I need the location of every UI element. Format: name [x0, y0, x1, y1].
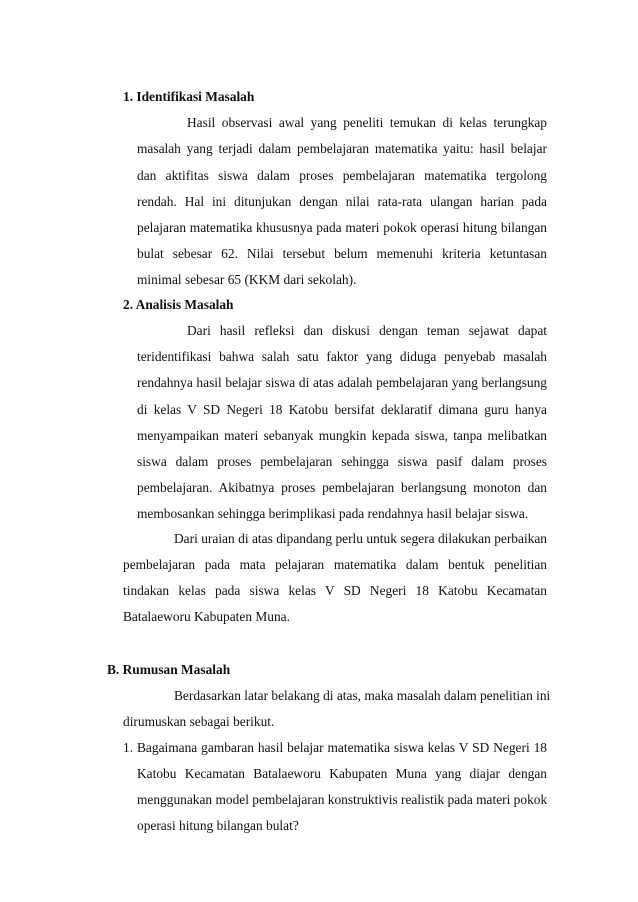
paragraph-line: rendah. Hal ini ditunjukan dengan nilai rata-rata ulangan harian pada	[137, 194, 547, 209]
paragraph-line: Dari hasil refleksi dan diskusi dengan teman sejawat dapat	[187, 323, 547, 338]
list-item-line: Bagaimana gambaran hasil belajar matematika siswa kelas V SD Negeri 18	[137, 740, 547, 755]
paragraph-line: tindakan kelas pada siswa kelas V SD Negeri 18 Katobu Kecamatan	[123, 583, 547, 598]
paragraph-line: pembelajaran pada mata pelajaran matematika dalam bentuk penelitian	[123, 557, 547, 572]
paragraph-line: siswa dalam proses pembelajaran sehingga siswa pasif dalam proses	[137, 454, 547, 469]
paragraph-line: dan aktifitas siswa dalam proses pembelajaran matematika tergolong	[137, 168, 547, 183]
section-heading-identifikasi: 1. Identifikasi Masalah	[123, 89, 255, 104]
paragraph-line: Berdasarkan latar belakang di atas, maka masalah dalam penelitian ini	[174, 688, 551, 703]
paragraph-line: bulat sebesar 62. Nilai tersebut belum memenuhi kriteria ketuntasan	[137, 246, 547, 261]
section-heading-analisis: 2. Analisis Masalah	[123, 297, 234, 312]
paragraph-line: Batalaeworu Kabupaten Muna.	[123, 609, 290, 624]
paragraph-line: Dari uraian di atas dipandang perlu untuk segera dilakukan perbaikan	[174, 531, 547, 546]
paragraph-line: teridentifikasi bahwa salah satu faktor yang diduga penyebab masalah	[137, 349, 547, 364]
paragraph-line: menyampaikan materi sebanyak mungkin kepada siswa, tanpa melibatkan	[137, 428, 547, 443]
list-item-number: 1.	[123, 740, 134, 755]
list-item-line: menggunakan model pembelajaran konstruktivis realistik pada materi pokok	[137, 792, 548, 807]
list-item-line: operasi hitung bilangan bulat?	[137, 818, 299, 833]
paragraph-line: rendahnya hasil belajar siswa di atas adalah pembelajaran yang berlangsung	[137, 375, 547, 390]
paragraph-line: Hasil observasi awal yang peneliti temukan di kelas terungkap	[187, 115, 547, 130]
paragraph-line: membosankan sehingga berimplikasi pada rendahnya hasil belajar siswa.	[137, 506, 529, 521]
paragraph-line: pelajaran matematika khususnya pada materi pokok operasi hitung bilangan	[137, 220, 547, 235]
paragraph-line: dirumuskan sebagai berikut.	[123, 714, 275, 729]
list-item-line: Katobu Kecamatan Batalaeworu Kabupaten Muna yang diajar dengan	[137, 766, 547, 781]
paragraph-line: di kelas V SD Negeri 18 Katobu bersifat deklaratif dimana guru hanya	[137, 402, 547, 417]
paragraph-line: pembelajaran. Akibatnya proses pembelajaran berlangsung monoton dan	[137, 480, 547, 495]
section-heading-rumusan: B. Rumusan Masalah	[107, 662, 231, 677]
paragraph-line: minimal sebesar 65 (KKM dari sekolah).	[137, 272, 357, 287]
paragraph-line: masalah yang terjadi dalam pembelajaran matematika yaitu: hasil belajar	[137, 141, 547, 156]
